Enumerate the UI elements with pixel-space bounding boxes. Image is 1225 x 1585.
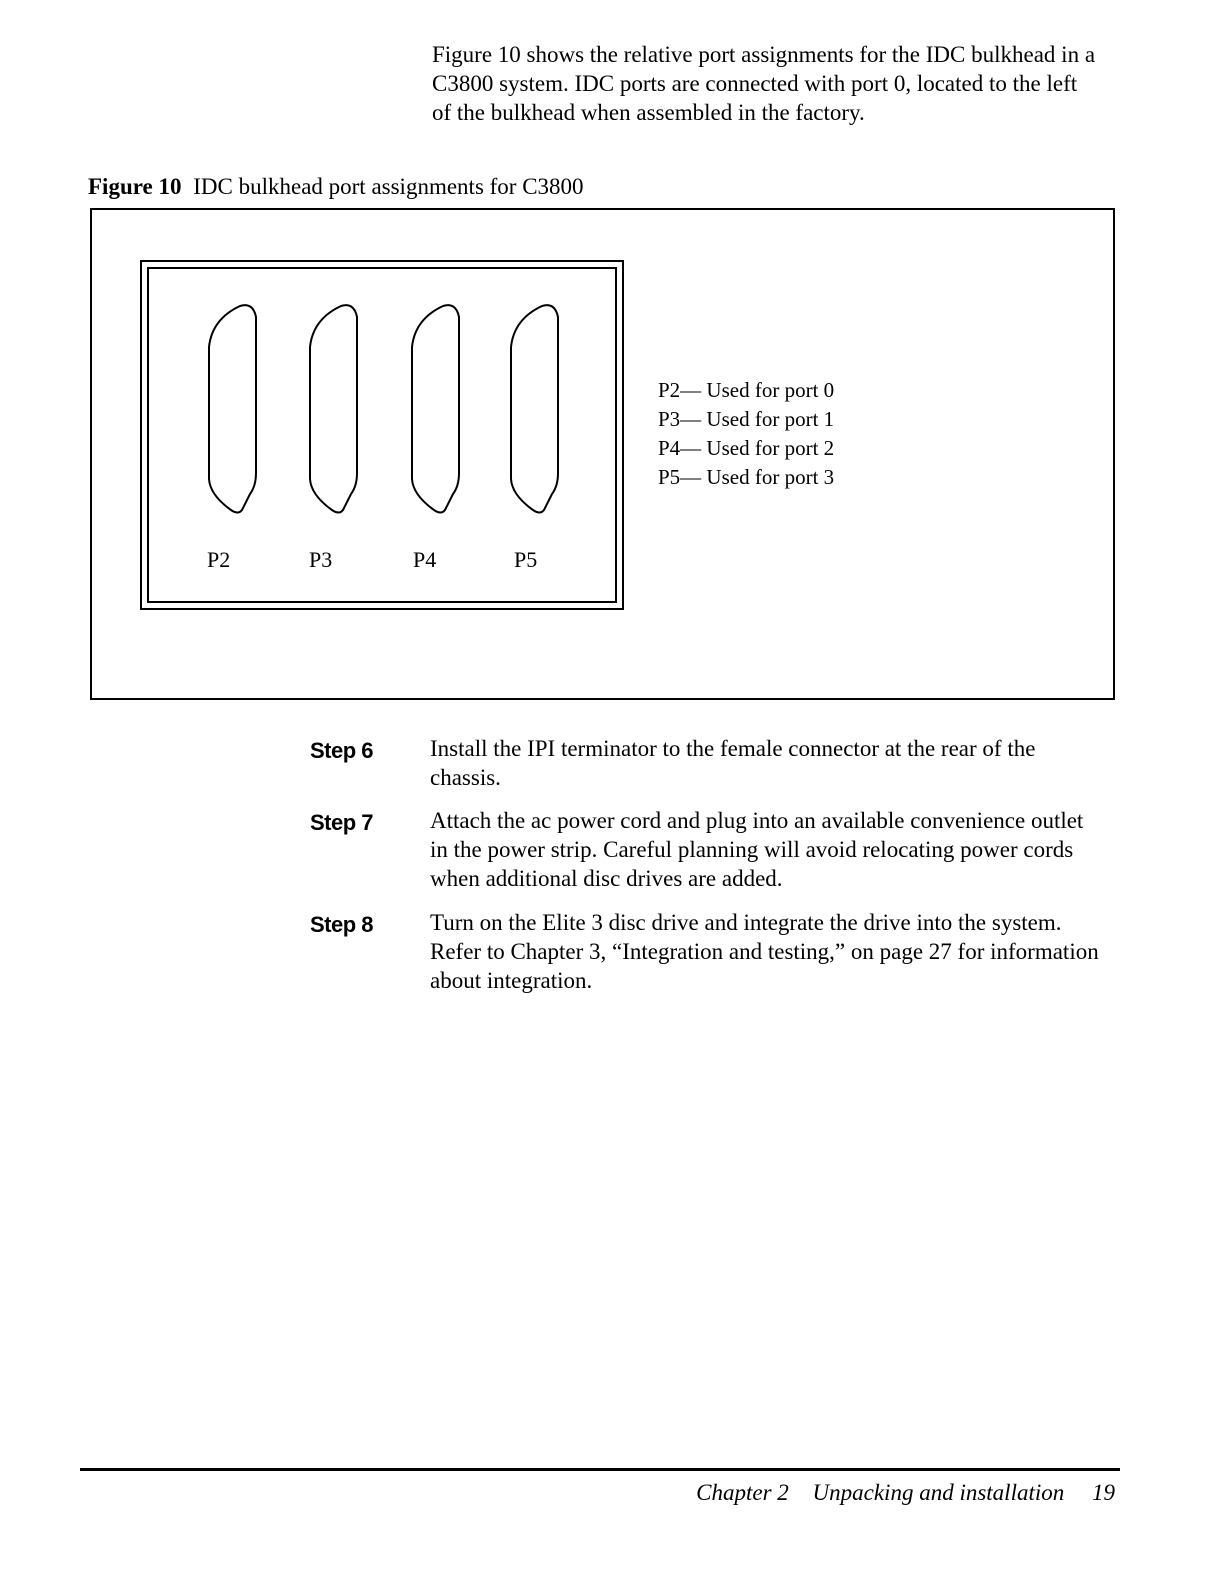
connector-p2-icon	[206, 303, 260, 515]
step-label: Step 6	[310, 738, 374, 763]
connector-p4-icon	[409, 303, 463, 515]
legend-item: P2— Used for port 0	[658, 378, 835, 402]
step-label: Step 8	[310, 912, 374, 937]
bulkhead-panel	[140, 260, 624, 610]
port-label-p3: P3	[309, 547, 333, 572]
step-text: Install the IPI terminator to the female connector at the rear of the chassis.	[430, 736, 1036, 790]
page-footer	[696, 1478, 1115, 1507]
legend-item: P3— Used for port 1	[658, 407, 835, 431]
step-label: Step 7	[310, 810, 374, 835]
port-label-p4: P4	[413, 547, 437, 572]
footer-chapter: Chapter 2	[696, 1480, 789, 1505]
page-number: 19	[1092, 1480, 1115, 1505]
intro-paragraph: Figure 10 shows the relative port assignments for the IDC bulkhead in a C3800 system. IDC ports are connected with port 0, located to the left of the bulkhead when assembled in the factory.	[432, 42, 1096, 125]
legend-item: P4— Used for port 2	[658, 436, 835, 460]
figure-caption-text: IDC bulkhead port assignments for C3800	[193, 174, 584, 199]
figure-frame	[90, 208, 1115, 700]
footer-section-title: Unpacking and installation	[812, 1480, 1065, 1505]
step-text: Turn on the Elite 3 disc drive and integrate the drive into the system. Refer to Chapter 3, “Integration and testing,” on page 27 for information about integration.	[430, 910, 1099, 993]
port-legend	[658, 376, 834, 492]
footer-rule	[80, 1468, 1120, 1471]
figure-caption	[88, 172, 584, 201]
legend-item: P5— Used for port 3	[658, 465, 835, 489]
step-text: Attach the ac power cord and plug into an available convenience outlet in the power strip. Careful planning will avoid relocating power cords when additional disc drives are added.	[430, 808, 1084, 891]
connector-p3-icon	[307, 303, 361, 515]
port-label-p5: P5	[514, 547, 538, 572]
port-label-p2: P2	[207, 547, 231, 572]
bulkhead-inner-border	[147, 267, 617, 603]
figure-label: Figure 10	[88, 174, 182, 199]
connector-p5-icon	[508, 303, 562, 515]
